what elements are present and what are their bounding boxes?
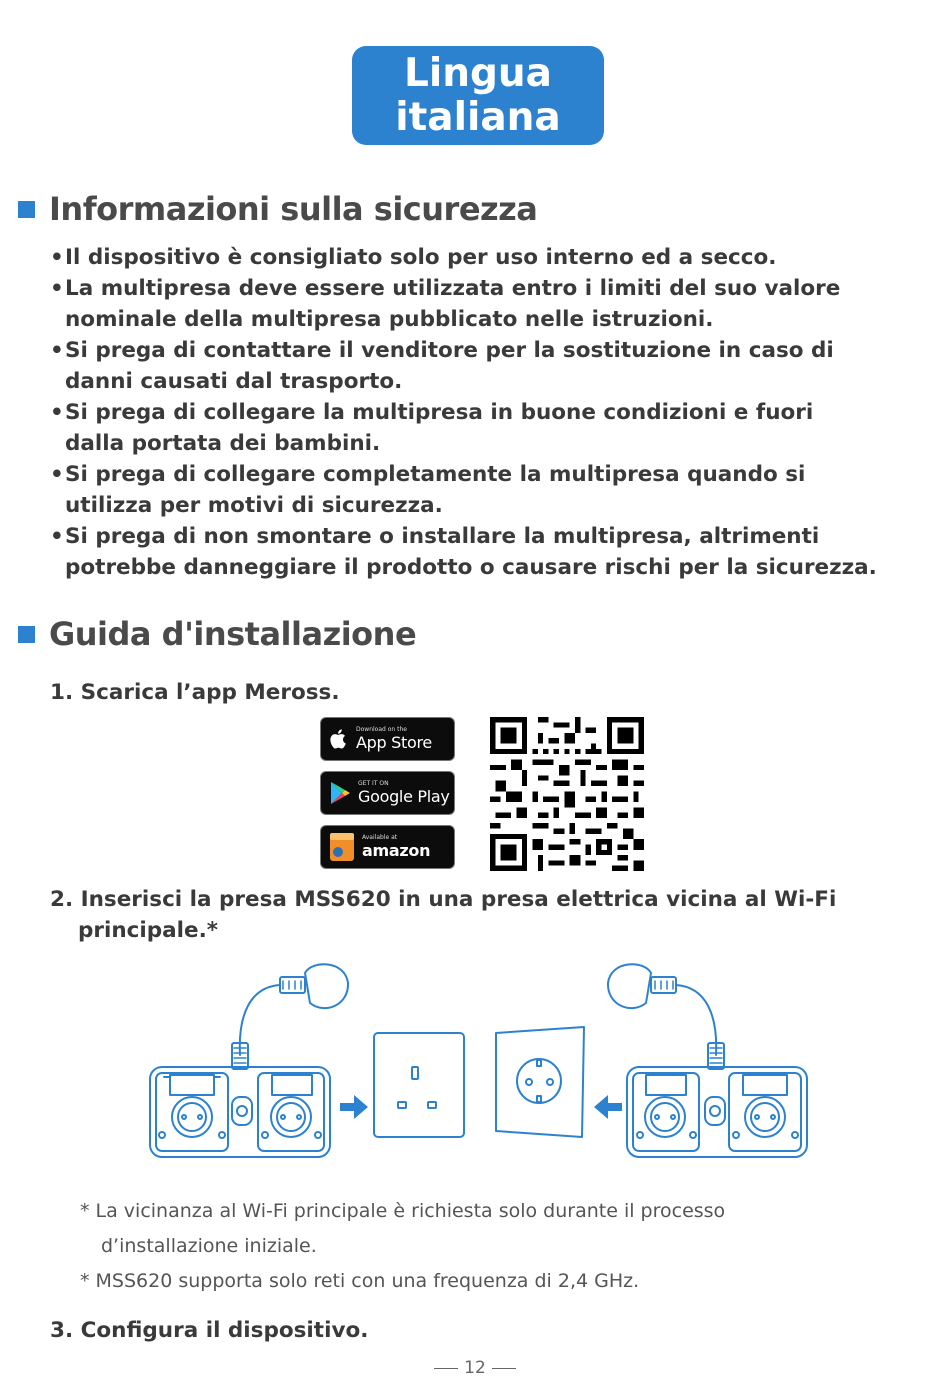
safety-item: • Si prega di contattare il venditore per la sostituzione in caso di — [50, 335, 930, 366]
badge-big-text: amazon — [362, 841, 431, 860]
language-badge-line1: Lingua — [404, 50, 552, 96]
right-power-strip-icon — [627, 1067, 807, 1157]
divider — [434, 1368, 458, 1369]
safety-item: • Si prega di non smontare o installare la multipresa, altrimenti — [50, 521, 930, 552]
safety-item: • Il dispositivo è consigliato solo per uso interno ed a secco. — [50, 242, 930, 273]
safety-item-continuation: utilizza per motivi di sicurezza. — [65, 493, 443, 518]
safety-item: • Si prega di collegare la multipresa in buone condizioni e fuori — [50, 397, 930, 428]
badge-big-text: App Store — [356, 733, 432, 752]
safety-item-continuation: danni causati dal trasporto. — [65, 369, 403, 394]
google-play-icon — [329, 781, 351, 805]
app-store-badge[interactable] — [320, 717, 455, 761]
note-1-continuation: d’installazione iniziale. — [101, 1235, 317, 1257]
apple-icon — [329, 728, 349, 750]
uk-wall-socket-icon — [374, 1033, 464, 1137]
install-heading — [18, 615, 416, 653]
page-number-text: 12 — [464, 1358, 486, 1378]
language-badge — [352, 46, 604, 145]
badge-big-text: Google Play — [358, 787, 450, 806]
left-plug-icon — [240, 964, 348, 1055]
safety-title: Informazioni sulla sicurezza — [49, 190, 538, 228]
note-2: * MSS620 supporta solo reti con una frequenza di 2,4 GHz. — [80, 1270, 640, 1292]
amazon-appstore-badge[interactable] — [320, 825, 455, 869]
step-3: 3. Configura il dispositivo. — [50, 1318, 369, 1343]
step-1: 1. Scarica l’app Meross. — [50, 680, 340, 705]
left-power-strip-icon — [150, 1067, 330, 1157]
safety-item: • Si prega di collegare completamente la multipresa quando si — [50, 459, 930, 490]
page-number — [0, 1358, 950, 1378]
note-1: * La vicinanza al Wi-Fi principale è richiesta solo durante il processo — [80, 1200, 726, 1222]
badge-small-text: Available at — [362, 834, 398, 841]
safety-item-continuation: dalla portata dei bambini. — [65, 431, 381, 456]
safety-list — [50, 242, 930, 583]
step-2: 2. Inserisci la presa MSS620 in una presa elettrica vicina al Wi-Fi — [50, 887, 837, 912]
right-plug-icon — [608, 964, 716, 1055]
safety-item-continuation: potrebbe danneggiare il prodotto o causare rischi per la sicurezza. — [65, 555, 877, 580]
step-2-continuation: principale.* — [78, 918, 219, 943]
square-bullet-icon — [18, 201, 35, 218]
installation-diagram — [0, 955, 950, 1170]
badge-small-text: Download on the — [356, 726, 407, 733]
language-badge-line2: italiana — [395, 94, 561, 140]
qr-code — [490, 717, 644, 871]
square-bullet-icon — [18, 626, 35, 643]
safety-item-continuation: nominale della multipresa pubblicato nelle istruzioni. — [65, 307, 714, 332]
install-title: Guida d'installazione — [49, 615, 417, 653]
eu-wall-socket-icon — [496, 1027, 584, 1137]
amazon-appstore-icon — [329, 832, 355, 862]
google-play-badge[interactable] — [320, 771, 455, 815]
divider — [492, 1368, 516, 1369]
safety-heading — [18, 190, 537, 228]
badge-small-text: GET IT ON — [358, 780, 389, 787]
safety-item: • La multipresa deve essere utilizzata entro i limiti del suo valore — [50, 273, 930, 304]
